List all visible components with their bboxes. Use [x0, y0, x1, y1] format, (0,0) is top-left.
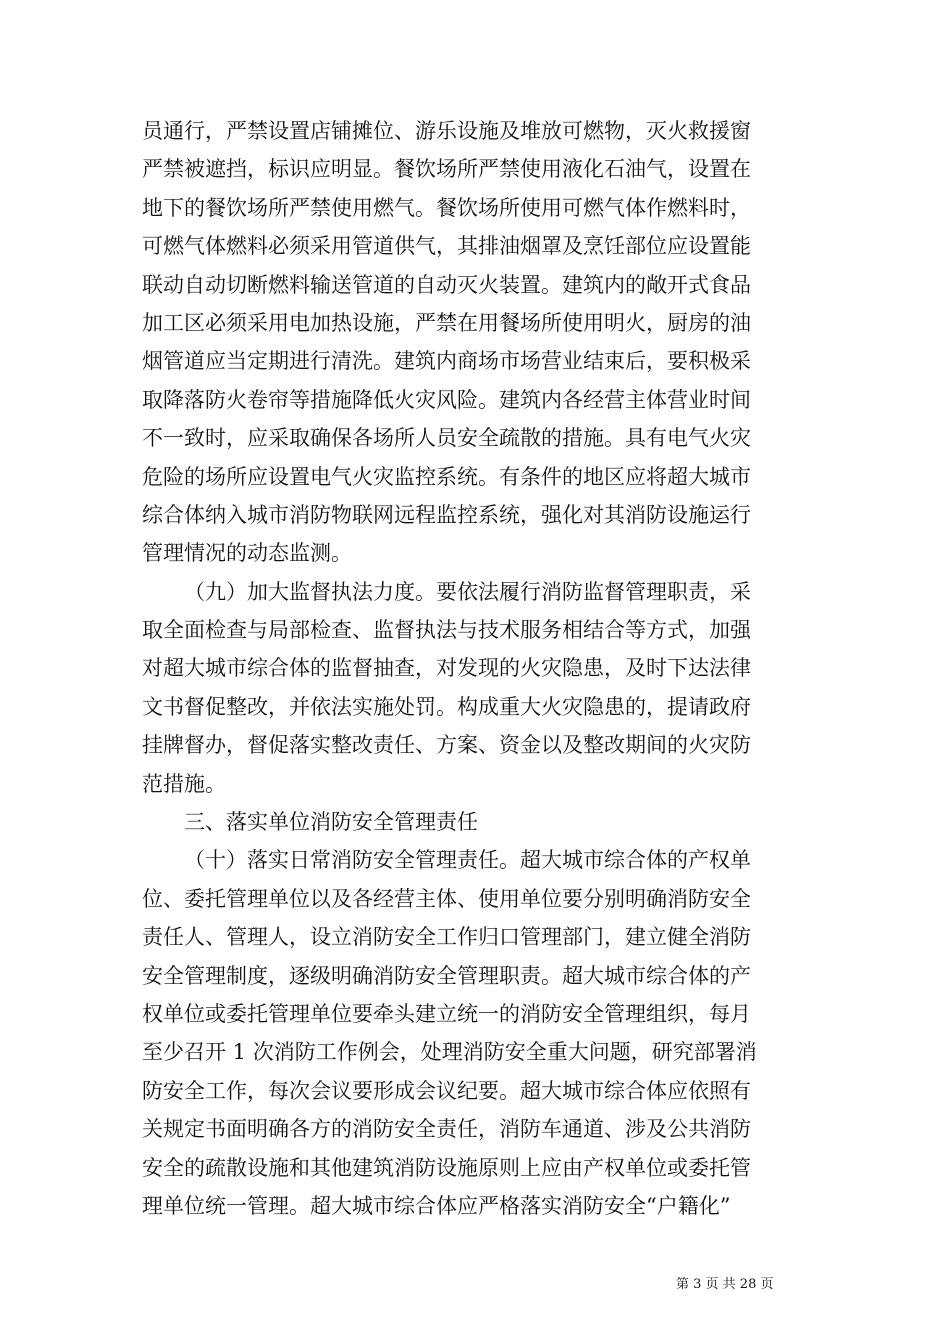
paragraph-start-line: （九）加大监督执法力度。要依法履行消防监督管理职责，采	[184, 579, 751, 604]
text-line: 权单位或委托管理单位要牵头建立统一的消防安全管理组织，每月	[142, 1001, 751, 1026]
text-line: 文书督促整改，并依法实施处罚。构成重大火灾隐患的，提请政府	[142, 694, 751, 719]
text-line: 不一致时，应采取确保各场所人员安全疏散的措施。具有电气火灾	[142, 426, 751, 451]
body-text	[142, 112, 822, 1225]
text-line: 挂牌督办，督促落实整改责任、方案、资金以及整改期间的火灾防	[142, 733, 751, 758]
text-line: 员通行，严禁设置店铺摊位、游乐设施及堆放可燃物，灭火救援窗	[142, 119, 751, 143]
text-line: 理单位统一管理。超大城市综合体应严格落实消防安全“户籍化”	[142, 1193, 731, 1218]
text-line: 烟管道应当定期进行清洗。建筑内商场市场营业结束后，要积极采	[142, 349, 751, 374]
text-line: 对超大城市综合体的监督抽查，对发现的火灾隐患，及时下达法律	[142, 656, 751, 681]
page-number-footer: 第 3 页 共 28 页	[676, 1277, 774, 1292]
text-line: 防安全工作，每次会议要形成会议纪要。超大城市综合体应依照有	[142, 1078, 751, 1103]
text-line: 责任人、管理人，设立消防安全工作归口管理部门，建立健全消防	[142, 925, 751, 950]
text-line: 至少召开 1 次消防工作例会，处理消防安全重大问题，研究部署消	[142, 1040, 757, 1065]
text-line: 安全的疏散设施和其他建筑消防设施原则上应由产权单位或委托管	[142, 1155, 751, 1180]
text-line: 严禁被遮挡，标识应明显。餐饮场所严禁使用液化石油气，设置在	[142, 157, 751, 182]
text-line: 加工区必须采用电加热设施，严禁在用餐场所使用明火，厨房的油	[142, 310, 751, 335]
text-line: 危险的场所应设置电气火灾监控系统。有条件的地区应将超大城市	[142, 464, 751, 489]
text-line: 位、委托管理单位以及各经营主体、使用单位要分别明确消防安全	[142, 886, 751, 911]
text-line: 取全面检查与局部检查、监督执法与技术服务相结合等方式，加强	[142, 618, 751, 643]
text-line: 取降落防火卷帘等措施降低火灾风险。建筑内各经营主体营业时间	[142, 387, 751, 412]
text-line: 管理情况的动态监测。	[142, 541, 352, 566]
text-line: 综合体纳入城市消防物联网远程监控系统，强化对其消防设施运行	[142, 502, 751, 527]
text-line: 可燃气体燃料必须采用管道供气，其排油烟罩及烹饪部位应设置能	[142, 234, 751, 259]
text-line: 地下的餐饮场所严禁使用燃气。餐饮场所使用可燃气体作燃料时，	[142, 195, 751, 220]
text-line: 关规定书面明确各方的消防安全责任，消防车通道、涉及公共消防	[142, 1117, 751, 1142]
text-line: 安全管理制度，逐级明确消防安全管理职责。超大城市综合体的产	[142, 963, 751, 988]
section-heading: 三、落实单位消防安全管理责任	[184, 810, 478, 835]
paragraph-start-line: （十）落实日常消防安全管理责任。超大城市综合体的产权单	[184, 848, 751, 873]
text-line: 联动自动切断燃料输送管道的自动灭火装置。建筑内的敞开式食品	[142, 272, 751, 297]
text-line: 范措施。	[142, 771, 226, 796]
